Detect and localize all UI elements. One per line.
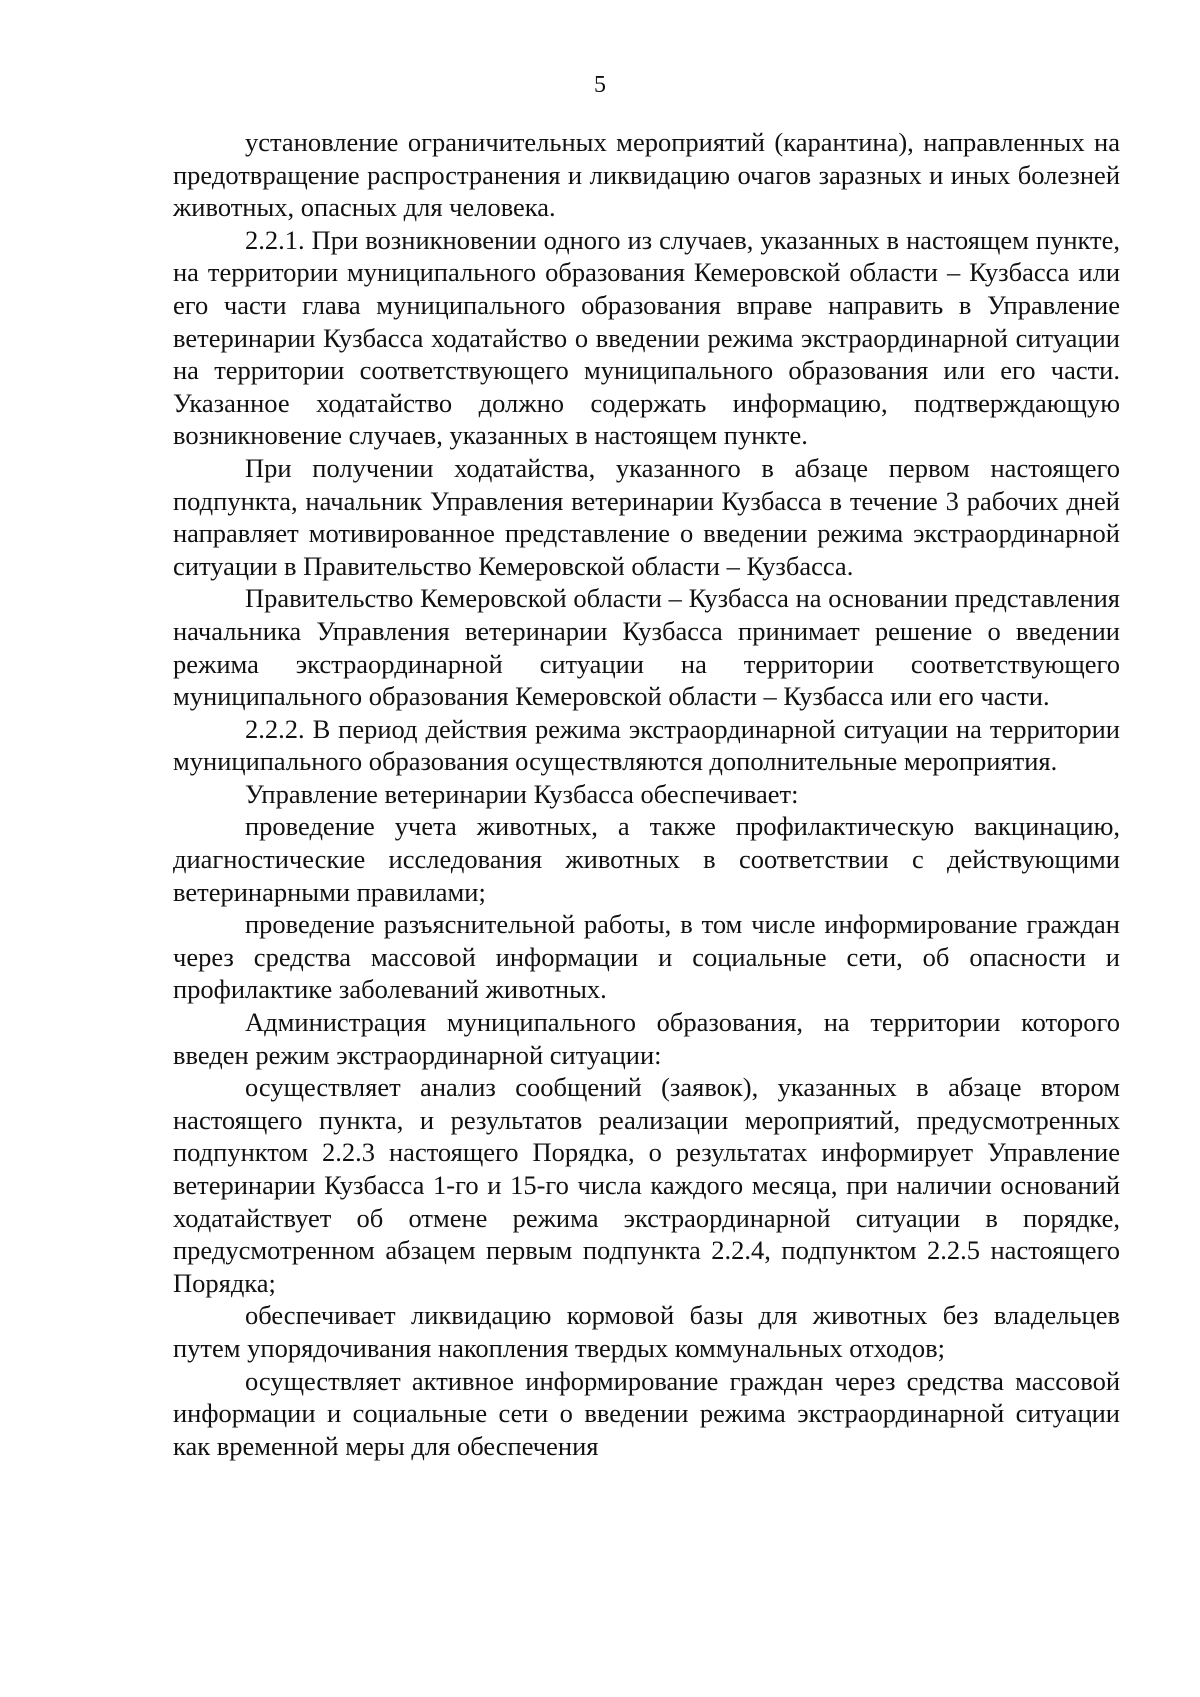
paragraph: 2.2.1. При возникновении одного из случаев, указанных в настоящем пункте, на территории муниципального образования Кемеровской области – Кузбасса или его части глава муниципального образования вправе направить в Управление ветеринарии Кузбасса ходатайство о введении режима экстраординарной ситуации на территории соответствующего муниципального образования или его части. Указанное ходатайство должно содержать информацию, подтверждающую возникновение случаев, указанных в настоящем пункте. [173, 224, 1120, 451]
paragraph: Правительство Кемеровской области – Кузбасса на основании представления начальника Управления ветеринарии Кузбасса принимает решение о введении режима экстраординарной ситуации на территории соответствующего муниципального образования Кемеровской области – Кузбасса или его части. [173, 583, 1120, 712]
paragraph: осуществляет активное информирование граждан через средства массовой информации и социальные сети о введении режима экстраординарной ситуации как временной меры для обеспечения [173, 1365, 1120, 1461]
paragraph: установление ограничительных мероприятий (карантина), направленных на предотвращение распространения и ликвидацию очагов заразных и иных болезней животных, опасных для человека. [173, 127, 1120, 223]
paragraph: обеспечивает ликвидацию кормовой базы для животных без владельцев путем упорядочивания накопления твердых коммунальных отходов; [173, 1300, 1120, 1363]
paragraph: проведение разъяснительной работы, в том числе информирование граждан через средства массовой информации и социальные сети, об опасности и профилактике заболеваний животных. [173, 909, 1120, 1005]
paragraph: Управление ветеринарии Кузбасса обеспечивает: [245, 778, 799, 809]
document-body [173, 126, 1120, 1462]
page-number: 5 [594, 72, 606, 98]
paragraph: Администрация муниципального образования, на территории которого введен режим экстраординарной ситуации: [173, 1007, 1120, 1070]
paragraph: 2.2.2. В период действия режима экстраординарной ситуации на территории муниципального образования осуществляются дополнительные мероприятия. [173, 713, 1120, 777]
paragraph: осуществляет анализ сообщений (заявок), указанных в абзаце втором настоящего пункта, и результатов реализации мероприятий, предусмотренных подпунктом 2.2.3 настоящего Порядка, о результатах информирует Управление ветеринарии Кузбасса 1-го и 15-го числа каждого месяца, при наличии оснований ходатайствует об отмене режима экстраординарной ситуации в порядке, предусмотренном абзацем первым подпункта 2.2.4, подпунктом 2.2.5 настоящего Порядка; [173, 1072, 1120, 1298]
paragraph: При получении ходатайства, указанного в абзаце первом настоящего подпункта, начальник Управления ветеринарии Кузбасса в течение 3 рабочих дней направляет мотивированное представление о введении режима экстраординарной ситуации в Правительство Кемеровской области – Кузбасса. [173, 452, 1120, 581]
paragraph: проведение учета животных, а также профилактическую вакцинацию, диагностические исследования животных в соответствии с действующими ветеринарными правилами; [173, 811, 1120, 907]
